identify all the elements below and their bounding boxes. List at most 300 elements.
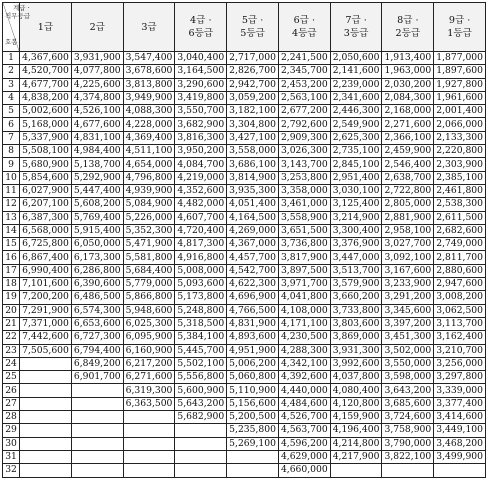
salary-cell: 5,269,100 <box>227 437 279 450</box>
salary-cell: 1,877,000 <box>434 52 486 65</box>
column-header-label: 2등급 <box>395 28 421 39</box>
salary-cell: 4,660,000 <box>278 464 330 477</box>
step-cell: 9 <box>3 158 20 171</box>
salary-cell: 3,376,900 <box>330 238 382 251</box>
salary-cell: 7,200,200 <box>20 291 72 304</box>
salary-cell: 4,080,400 <box>330 384 382 397</box>
salary-cell: 6,387,300 <box>20 211 72 224</box>
salary-cell: 4,225,600 <box>71 78 123 91</box>
salary-cell: 4,088,300 <box>123 105 175 118</box>
salary-cell: 2,947,600 <box>434 278 486 291</box>
salary-cell: 4,159,900 <box>330 411 382 424</box>
table-row <box>3 145 486 158</box>
step-cell: 3 <box>3 78 20 91</box>
salary-cell: 5,445,700 <box>175 344 227 357</box>
table-row <box>3 317 486 330</box>
salary-cell: 5,915,400 <box>71 224 123 237</box>
table-row <box>3 131 486 144</box>
salary-cell: 6,849,200 <box>71 357 123 370</box>
salary-cell: 4,440,000 <box>278 384 330 397</box>
salary-cell: 3,931,900 <box>71 52 123 65</box>
corner-header-cell <box>3 3 31 52</box>
salary-cell: 3,550,700 <box>175 105 227 118</box>
salary-cell: 3,651,500 <box>278 224 330 237</box>
salary-cell: 6,653,600 <box>71 317 123 330</box>
salary-cell: 2,446,300 <box>330 105 382 118</box>
salary-cell: 2,385,100 <box>434 171 486 184</box>
step-cell: 31 <box>3 450 20 463</box>
table-row <box>3 118 486 131</box>
salary-cell: 2,942,700 <box>227 78 279 91</box>
step-cell: 26 <box>3 384 20 397</box>
salary-cell: 3,685,600 <box>382 397 434 410</box>
salary-cell: 2,453,200 <box>278 78 330 91</box>
salary-cell: 2,735,100 <box>330 145 382 158</box>
salary-cell: 7,371,000 <box>20 317 72 330</box>
salary-cell: 4,228,000 <box>123 118 175 131</box>
salary-cell: 4,596,200 <box>278 437 330 450</box>
salary-cell <box>123 437 175 450</box>
salary-cell: 5,008,000 <box>175 264 227 277</box>
salary-cell <box>71 384 123 397</box>
salary-cell: 6,901,700 <box>71 371 123 384</box>
salary-cell: 3,678,600 <box>123 65 175 78</box>
table-row <box>3 437 486 450</box>
salary-cell: 4,817,300 <box>175 238 227 251</box>
salary-cell: 5,168,000 <box>20 118 72 131</box>
salary-cell: 5,248,800 <box>175 304 227 317</box>
step-cell: 17 <box>3 264 20 277</box>
salary-cell: 3,499,900 <box>434 450 486 463</box>
salary-cell: 4,077,800 <box>71 65 123 78</box>
salary-cell: 6,025,300 <box>123 317 175 330</box>
salary-cell: 3,814,900 <box>227 171 279 184</box>
step-cell: 24 <box>3 357 20 370</box>
salary-cell: 3,030,100 <box>330 184 382 197</box>
column-header <box>278 3 330 52</box>
salary-cell: 6,173,300 <box>71 251 123 264</box>
salary-cell: 1,913,400 <box>382 52 434 65</box>
salary-cell: 3,579,900 <box>330 278 382 291</box>
salary-cell: 3,660,200 <box>330 291 382 304</box>
step-cell: 14 <box>3 224 20 237</box>
salary-table <box>2 2 486 478</box>
table-row <box>3 464 486 477</box>
salary-cell: 6,568,000 <box>20 224 72 237</box>
salary-cell: 4,622,300 <box>227 278 279 291</box>
salary-cell: 5,866,800 <box>123 291 175 304</box>
salary-cell: 6,486,500 <box>71 291 123 304</box>
column-header <box>434 3 486 52</box>
salary-cell: 3,297,800 <box>434 371 486 384</box>
salary-cell: 4,951,900 <box>227 344 279 357</box>
salary-cell: 5,138,700 <box>71 158 123 171</box>
step-cell: 32 <box>3 464 20 477</box>
salary-cell <box>123 464 175 477</box>
salary-cell: 4,367,000 <box>227 238 279 251</box>
column-header-label: 1등급 <box>447 28 472 39</box>
salary-cell: 6,574,300 <box>71 304 123 317</box>
salary-cell: 2,271,600 <box>382 118 434 131</box>
salary-cell: 5,200,500 <box>227 411 279 424</box>
salary-cell: 5,854,600 <box>20 171 72 184</box>
salary-cell: 4,457,700 <box>227 251 279 264</box>
salary-cell: 4,654,000 <box>123 158 175 171</box>
table-body <box>3 52 486 478</box>
salary-cell: 5,084,900 <box>123 198 175 211</box>
salary-cell: 5,680,900 <box>20 158 72 171</box>
salary-cell: 3,869,000 <box>330 331 382 344</box>
table-row <box>3 291 486 304</box>
salary-cell: 3,598,000 <box>382 371 434 384</box>
salary-cell: 3,339,000 <box>434 384 486 397</box>
table-row <box>3 251 486 264</box>
salary-cell: 4,696,900 <box>227 291 279 304</box>
salary-cell: 3,558,900 <box>278 211 330 224</box>
salary-cell: 2,563,100 <box>278 91 330 104</box>
column-header <box>330 3 382 52</box>
salary-cell: 1,963,000 <box>382 65 434 78</box>
salary-cell <box>382 464 434 477</box>
salary-cell: 4,219,000 <box>175 171 227 184</box>
table-row <box>3 264 486 277</box>
step-cell: 29 <box>3 424 20 437</box>
salary-cell: 4,164,500 <box>227 211 279 224</box>
salary-cell: 5,600,900 <box>175 384 227 397</box>
salary-cell: 5,337,900 <box>20 131 72 144</box>
salary-cell <box>71 450 123 463</box>
salary-cell: 3,451,300 <box>382 331 434 344</box>
salary-cell: 4,269,000 <box>227 224 279 237</box>
salary-cell: 6,160,900 <box>123 344 175 357</box>
salary-cell: 4,984,400 <box>71 145 123 158</box>
salary-cell: 4,051,400 <box>227 198 279 211</box>
salary-cell: 4,217,900 <box>330 450 382 463</box>
salary-cell: 4,369,400 <box>123 131 175 144</box>
salary-cell <box>20 424 72 437</box>
salary-cell: 4,893,600 <box>227 331 279 344</box>
salary-cell: 2,826,700 <box>227 65 279 78</box>
salary-cell: 3,502,000 <box>382 344 434 357</box>
column-header-label: 2급 <box>89 21 105 33</box>
salary-cell: 2,220,800 <box>434 145 486 158</box>
salary-cell <box>123 450 175 463</box>
salary-cell: 3,558,000 <box>227 145 279 158</box>
salary-cell: 5,471,900 <box>123 238 175 251</box>
column-header-label: 4급 · <box>190 15 212 26</box>
salary-cell: 6,990,400 <box>20 264 72 277</box>
step-cell: 4 <box>3 91 20 104</box>
column-header-label: 3등급 <box>343 28 369 39</box>
salary-cell: 2,303,900 <box>434 158 486 171</box>
salary-cell: 4,374,800 <box>71 91 123 104</box>
salary-cell <box>20 397 72 410</box>
salary-cell <box>175 450 227 463</box>
table-row <box>3 78 486 91</box>
table-row <box>3 211 486 224</box>
table-row <box>3 105 486 118</box>
salary-cell: 3,059,200 <box>227 91 279 104</box>
salary-cell: 3,092,100 <box>382 251 434 264</box>
salary-cell: 5,235,800 <box>227 424 279 437</box>
step-cell: 16 <box>3 251 20 264</box>
salary-cell: 5,110,900 <box>227 384 279 397</box>
salary-cell: 3,682,900 <box>175 118 227 131</box>
salary-cell: 2,717,000 <box>227 52 279 65</box>
salary-cell: 3,950,200 <box>175 145 227 158</box>
salary-cell: 4,392,600 <box>278 371 330 384</box>
salary-cell: 2,239,000 <box>330 78 382 91</box>
salary-cell: 3,414,600 <box>434 411 486 424</box>
step-cell: 27 <box>3 397 20 410</box>
salary-cell: 3,125,400 <box>330 198 382 211</box>
salary-cell: 1,927,800 <box>434 78 486 91</box>
salary-cell: 2,084,300 <box>382 91 434 104</box>
salary-cell: 2,141,600 <box>330 65 382 78</box>
table-row <box>3 331 486 344</box>
salary-cell: 4,288,300 <box>278 344 330 357</box>
salary-cell: 2,880,600 <box>434 264 486 277</box>
salary-cell: 3,822,100 <box>382 450 434 463</box>
table-row <box>3 397 486 410</box>
salary-cell: 6,725,800 <box>20 238 72 251</box>
salary-cell: 3,062,500 <box>434 304 486 317</box>
salary-cell: 6,271,600 <box>123 371 175 384</box>
salary-cell: 4,037,800 <box>330 371 382 384</box>
step-cell: 20 <box>3 304 20 317</box>
salary-cell: 3,300,400 <box>330 224 382 237</box>
salary-cell: 3,931,300 <box>330 344 382 357</box>
salary-cell: 2,538,300 <box>434 198 486 211</box>
salary-cell: 3,447,000 <box>330 251 382 264</box>
salary-cell: 3,733,800 <box>330 304 382 317</box>
salary-cell: 3,758,900 <box>382 424 434 437</box>
salary-cell: 2,345,700 <box>278 65 330 78</box>
salary-cell: 3,256,000 <box>434 357 486 370</box>
salary-cell: 3,358,000 <box>278 184 330 197</box>
salary-cell: 3,803,600 <box>330 317 382 330</box>
salary-cell: 4,526,700 <box>278 411 330 424</box>
salary-cell <box>71 397 123 410</box>
salary-cell: 2,625,300 <box>330 131 382 144</box>
step-cell: 10 <box>3 171 20 184</box>
column-header <box>71 3 123 52</box>
salary-cell: 3,162,400 <box>434 331 486 344</box>
salary-cell: 4,766,500 <box>227 304 279 317</box>
salary-cell: 4,677,700 <box>20 78 72 91</box>
salary-cell <box>20 371 72 384</box>
salary-cell: 4,629,000 <box>278 450 330 463</box>
column-header-label: 9급 · <box>448 15 471 26</box>
salary-cell <box>330 464 382 477</box>
salary-cell: 5,002,600 <box>20 105 72 118</box>
salary-cell: 3,253,800 <box>278 171 330 184</box>
salary-cell: 4,677,600 <box>71 118 123 131</box>
salary-cell: 4,563,700 <box>278 424 330 437</box>
salary-cell: 3,397,200 <box>382 317 434 330</box>
salary-cell <box>227 450 279 463</box>
column-header-label: 8급 · <box>397 15 419 26</box>
salary-cell: 2,611,500 <box>434 211 486 224</box>
step-cell: 6 <box>3 118 20 131</box>
step-cell: 19 <box>3 291 20 304</box>
salary-cell: 6,207,100 <box>20 198 72 211</box>
salary-cell: 3,643,200 <box>382 384 434 397</box>
column-header-label: 7급 · <box>345 15 367 26</box>
salary-cell: 5,384,100 <box>175 331 227 344</box>
salary-cell: 4,171,100 <box>278 317 330 330</box>
salary-cell: 7,101,600 <box>20 278 72 291</box>
salary-cell: 6,027,900 <box>20 184 72 197</box>
column-header <box>123 3 175 52</box>
salary-cell: 5,093,600 <box>175 278 227 291</box>
salary-cell: 4,482,000 <box>175 198 227 211</box>
salary-cell: 2,805,000 <box>382 198 434 211</box>
salary-cell: 2,241,500 <box>278 52 330 65</box>
salary-cell: 3,167,600 <box>382 264 434 277</box>
salary-cell: 6,363,500 <box>123 397 175 410</box>
column-header-label: 4등급 <box>292 28 317 39</box>
table-row <box>3 344 486 357</box>
salary-cell: 2,030,200 <box>382 78 434 91</box>
table-row <box>3 184 486 197</box>
salary-cell: 3,026,300 <box>278 145 330 158</box>
salary-cell: 2,638,700 <box>382 171 434 184</box>
salary-cell: 5,006,200 <box>227 357 279 370</box>
table-row <box>3 357 486 370</box>
table-row <box>3 52 486 65</box>
table-row <box>3 91 486 104</box>
salary-cell <box>175 464 227 477</box>
salary-cell: 4,108,000 <box>278 304 330 317</box>
salary-cell: 6,390,600 <box>71 278 123 291</box>
salary-cell <box>71 411 123 424</box>
salary-cell: 4,214,800 <box>330 437 382 450</box>
table-row <box>3 171 486 184</box>
salary-cell: 2,459,900 <box>382 145 434 158</box>
salary-cell: 2,845,100 <box>330 158 382 171</box>
column-header-label: 6급 · <box>293 15 316 26</box>
table-row <box>3 450 486 463</box>
salary-cell: 7,291,900 <box>20 304 72 317</box>
salary-cell: 3,736,800 <box>278 238 330 251</box>
column-header-label: 1급 <box>37 21 54 33</box>
salary-cell: 3,113,700 <box>434 317 486 330</box>
salary-cell: 3,427,100 <box>227 131 279 144</box>
salary-cell: 5,508,100 <box>20 145 72 158</box>
salary-cell: 5,226,000 <box>123 211 175 224</box>
salary-cell: 3,182,100 <box>227 105 279 118</box>
column-header-label: 5급 · <box>241 15 264 26</box>
salary-cell: 5,352,300 <box>123 224 175 237</box>
step-cell: 12 <box>3 198 20 211</box>
salary-cell <box>20 357 72 370</box>
table-row <box>3 371 486 384</box>
salary-cell: 5,581,800 <box>123 251 175 264</box>
salary-cell: 3,686,100 <box>227 158 279 171</box>
salary-cell: 2,811,700 <box>434 251 486 264</box>
salary-cell: 5,779,000 <box>123 278 175 291</box>
salary-cell: 3,513,700 <box>330 264 382 277</box>
salary-cell: 2,461,800 <box>434 184 486 197</box>
salary-cell: 1,961,600 <box>434 91 486 104</box>
salary-cell: 3,816,300 <box>175 131 227 144</box>
step-cell: 22 <box>3 331 20 344</box>
corner-rank-label: 직무등급 <box>5 12 31 20</box>
salary-cell: 3,449,100 <box>434 424 486 437</box>
salary-cell: 2,168,000 <box>382 105 434 118</box>
salary-cell: 3,461,000 <box>278 198 330 211</box>
salary-cell: 6,727,300 <box>71 331 123 344</box>
salary-cell: 3,468,200 <box>434 437 486 450</box>
salary-cell: 3,291,200 <box>382 291 434 304</box>
salary-cell: 4,352,600 <box>175 184 227 197</box>
salary-cell: 3,992,600 <box>330 357 382 370</box>
salary-cell: 3,813,800 <box>123 78 175 91</box>
salary-cell: 3,164,500 <box>175 65 227 78</box>
salary-cell: 5,608,200 <box>71 198 123 211</box>
column-header <box>175 3 227 52</box>
salary-cell: 2,366,100 <box>382 131 434 144</box>
step-cell: 8 <box>3 145 20 158</box>
salary-cell: 2,909,300 <box>278 131 330 144</box>
column-header-label: 3급 <box>141 21 157 33</box>
salary-cell: 4,084,700 <box>175 158 227 171</box>
salary-cell: 5,060,800 <box>227 371 279 384</box>
salary-cell: 4,796,800 <box>123 171 175 184</box>
table-row <box>3 278 486 291</box>
salary-cell: 5,684,400 <box>123 264 175 277</box>
salary-cell: 7,442,600 <box>20 331 72 344</box>
salary-cell <box>175 424 227 437</box>
step-cell: 23 <box>3 344 20 357</box>
salary-cell: 3,935,300 <box>227 184 279 197</box>
salary-cell: 2,001,400 <box>434 105 486 118</box>
step-cell: 28 <box>3 411 20 424</box>
salary-cell: 5,643,200 <box>175 397 227 410</box>
salary-cell <box>20 384 72 397</box>
salary-cell: 3,040,400 <box>175 52 227 65</box>
salary-cell <box>71 464 123 477</box>
salary-cell <box>71 437 123 450</box>
salary-cell: 4,831,900 <box>227 317 279 330</box>
step-cell: 5 <box>3 105 20 118</box>
salary-cell: 3,550,000 <box>382 357 434 370</box>
step-cell: 7 <box>3 131 20 144</box>
salary-cell <box>20 464 72 477</box>
step-cell: 30 <box>3 437 20 450</box>
salary-cell: 2,792,600 <box>278 118 330 131</box>
salary-cell: 5,682,900 <box>175 411 227 424</box>
salary-cell <box>123 411 175 424</box>
salary-cell: 5,173,800 <box>175 291 227 304</box>
salary-cell: 3,210,700 <box>434 344 486 357</box>
table-row <box>3 198 486 211</box>
salary-cell: 4,916,800 <box>175 251 227 264</box>
header-row <box>3 3 486 52</box>
salary-cell <box>175 437 227 450</box>
salary-cell: 6,319,300 <box>123 384 175 397</box>
salary-cell: 5,318,500 <box>175 317 227 330</box>
salary-cell: 3,008,200 <box>434 291 486 304</box>
pay-table-container <box>2 2 486 478</box>
step-cell: 25 <box>3 371 20 384</box>
salary-cell: 4,607,700 <box>175 211 227 224</box>
salary-cell: 2,682,600 <box>434 224 486 237</box>
column-header-label: 6등급 <box>188 28 214 39</box>
salary-cell: 4,520,700 <box>20 65 72 78</box>
salary-cell: 2,549,900 <box>330 118 382 131</box>
